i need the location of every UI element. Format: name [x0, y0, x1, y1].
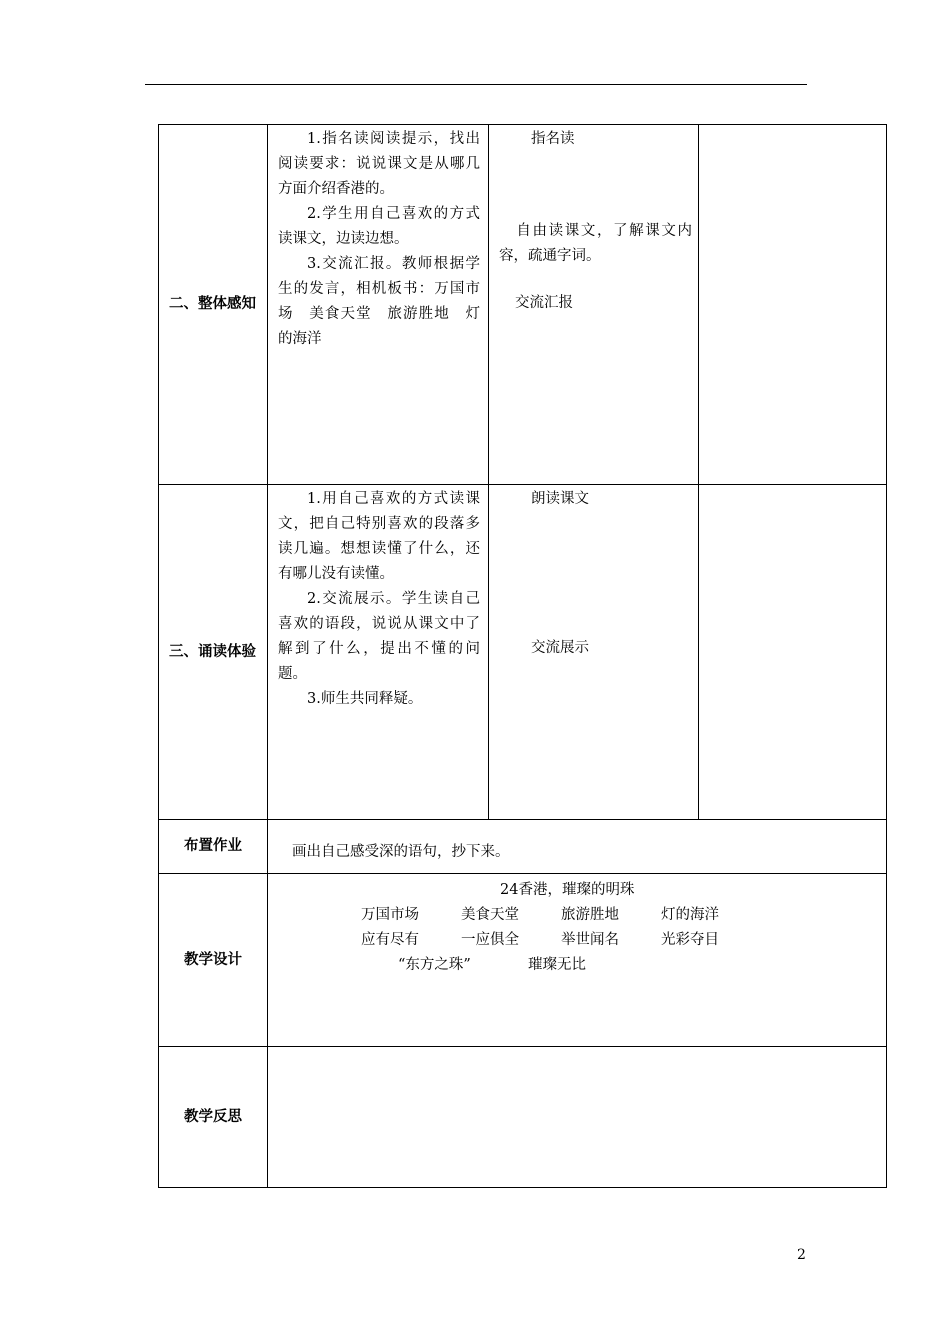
- homework-content: 画出自己感受深的语句，抄下来。: [292, 844, 510, 860]
- homework-content-cell: [268, 820, 887, 874]
- overall-student-2: 自由读课文，了解课文内容，疏通字词。: [499, 223, 692, 264]
- board-item: 美食天堂: [461, 907, 519, 923]
- recite-teacher-cell: [268, 485, 489, 820]
- board-line-1: [268, 903, 886, 928]
- design-label: 教学设计: [184, 951, 242, 968]
- row-design: [159, 874, 887, 1047]
- recite-teacher-2: 2.交流展示。学生读自己喜欢的语段，说说从课文中了解到了什么，提出不懂的问题。: [278, 591, 480, 682]
- board-item: 应有尽有: [361, 932, 419, 948]
- recite-label: 三、诵读体验: [169, 643, 256, 660]
- board-line-2: [268, 928, 886, 953]
- design-label-cell: [159, 874, 268, 1047]
- homework-label: 布置作业: [184, 838, 242, 854]
- overall-teacher-3: 3.交流汇报。教师根据学生的发言，相机板书：万国市场 美食天堂 旅游胜地 灯的海洋: [278, 256, 480, 347]
- reflection-label: 教学反思: [184, 1108, 242, 1125]
- overall-student-3: 交流汇报: [515, 295, 573, 311]
- recite-label-cell: [159, 485, 268, 820]
- board-item: 璀璨无比: [528, 957, 586, 973]
- recite-teacher-1: 1.用自己喜欢的方式读课文，把自己特别喜欢的段落多读几遍。想想读懂了什么，还有哪儿没有读懂。: [278, 491, 480, 582]
- row-recite: [159, 485, 887, 820]
- board-item: 旅游胜地: [561, 907, 619, 923]
- recite-teacher-3: 3.师生共同释疑。: [307, 691, 423, 707]
- reflection-label-cell: [159, 1047, 268, 1188]
- overall-notes-cell: [699, 125, 887, 485]
- recite-student-2: 交流展示: [531, 640, 589, 656]
- board-item: 光彩夺目: [661, 932, 719, 948]
- board-item: 举世闻名: [561, 932, 619, 948]
- overall-label-cell: [159, 125, 268, 485]
- recite-notes-cell: [699, 485, 887, 820]
- recite-student-cell: [489, 485, 699, 820]
- board-line-3: [268, 953, 886, 978]
- header-rule: [145, 84, 807, 85]
- overall-student-1: 指名读: [531, 131, 575, 147]
- overall-teacher-2: 2.学生用自己喜欢的方式读课文，边读边想。: [278, 206, 480, 247]
- board-item: 万国市场: [361, 907, 419, 923]
- board-item: “东方之珠”: [398, 957, 471, 973]
- row-overall: [159, 125, 887, 485]
- board-item: 灯的海洋: [661, 907, 719, 923]
- recite-student-1: 朗读课文: [531, 491, 589, 507]
- overall-label: 二、整体感知: [169, 296, 256, 312]
- page-number: 2: [797, 1247, 806, 1263]
- overall-teacher-1: 1.指名读阅读提示，找出阅读要求：说说课文是从哪几方面介绍香港的。: [278, 131, 480, 197]
- board-title: 24香港，璀璨的明珠: [500, 882, 635, 898]
- lesson-plan-table: [158, 124, 887, 1188]
- row-reflection: [159, 1047, 887, 1188]
- reflection-content-cell: [268, 1047, 887, 1188]
- board-item: 一应俱全: [461, 932, 519, 948]
- overall-student-cell: [489, 125, 699, 485]
- overall-teacher-cell: [268, 125, 489, 485]
- row-homework: [159, 820, 887, 874]
- homework-label-cell: [159, 820, 268, 874]
- board-writing-cell: [268, 874, 887, 1047]
